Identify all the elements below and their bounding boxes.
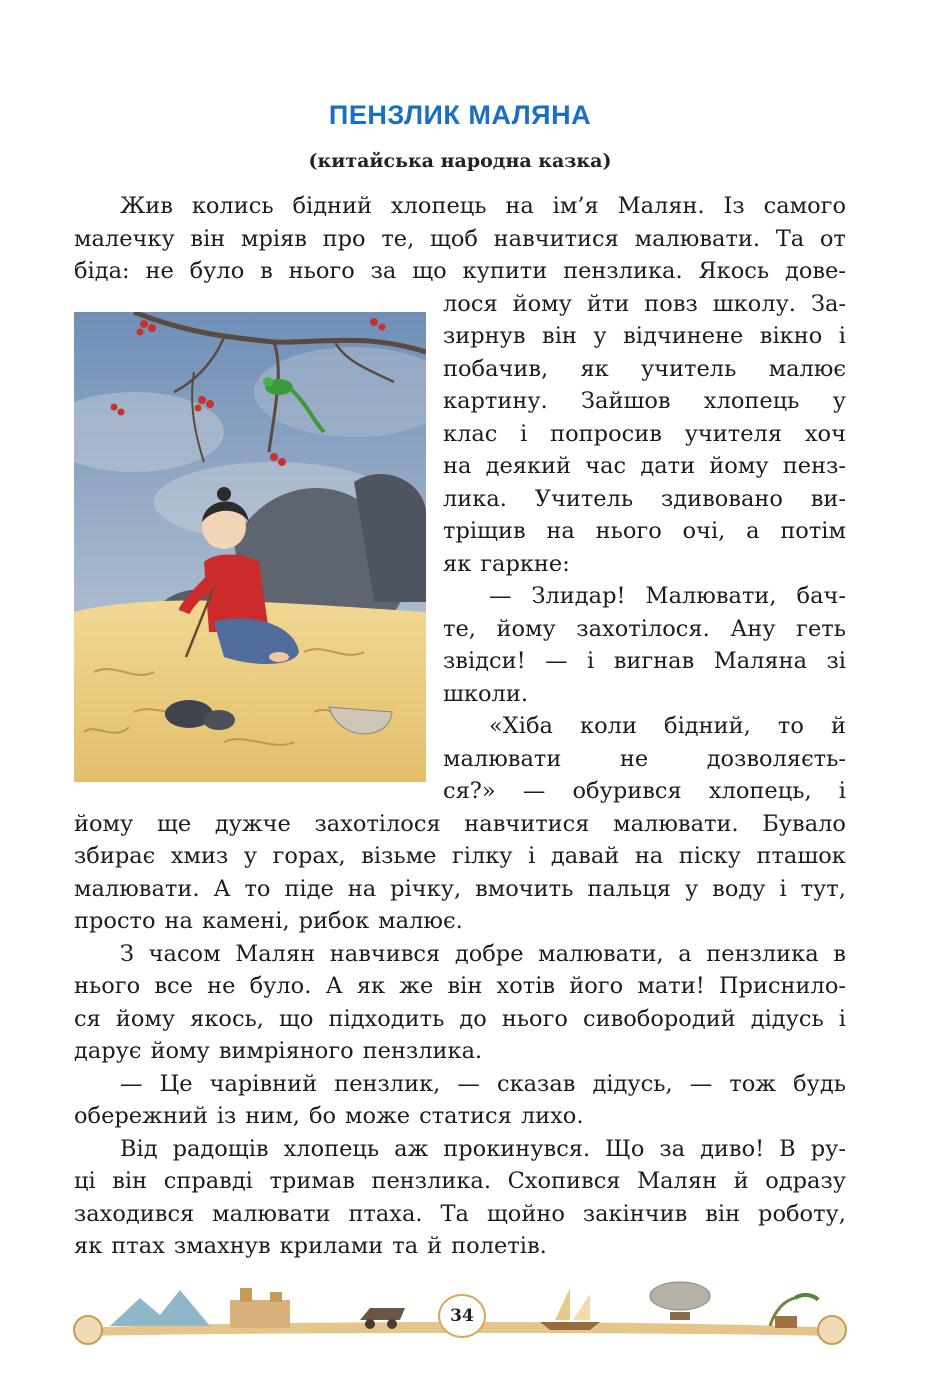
word: захотілося	[314, 810, 441, 837]
word: піску	[678, 843, 741, 869]
word: нього	[595, 518, 662, 544]
word: навчився	[329, 940, 441, 967]
word: йому	[709, 453, 769, 479]
text-line	[443, 385, 846, 417]
word: а	[678, 940, 692, 967]
word: малює.	[378, 908, 463, 934]
word: дідусь	[750, 1005, 824, 1032]
word: ви-	[810, 485, 846, 512]
word: колись	[191, 193, 274, 219]
word: не	[619, 745, 649, 772]
word: сказав	[496, 1070, 576, 1097]
word: в	[833, 940, 846, 967]
word: школи.	[443, 680, 528, 707]
text-line	[74, 1230, 846, 1262]
word: ся?»	[443, 778, 496, 804]
word: на	[634, 843, 664, 869]
word: статися	[419, 1103, 512, 1129]
word: бо	[308, 1103, 337, 1129]
word: за	[370, 258, 397, 284]
word: Що	[605, 1135, 645, 1162]
text-line	[74, 1100, 846, 1132]
text-line	[74, 1165, 846, 1197]
word: З	[120, 940, 135, 967]
word: якось,	[190, 1005, 264, 1032]
text-line	[489, 710, 846, 742]
page-subtitle: (китайська народна казка)	[308, 150, 612, 172]
word: радощів	[172, 1135, 269, 1162]
word: до	[459, 1005, 487, 1032]
word: очі,	[682, 518, 726, 544]
word: Учитель	[534, 485, 634, 512]
word: малювати.	[74, 875, 200, 902]
word: картину.	[443, 388, 548, 414]
word: заходився	[74, 1200, 195, 1227]
word: аж	[394, 1135, 429, 1162]
word: піде	[284, 875, 334, 902]
page-number: 34	[438, 1294, 486, 1338]
word: дати	[640, 453, 696, 479]
word: звідси!	[443, 648, 526, 674]
text-line	[74, 873, 846, 905]
word: малювати,	[538, 940, 664, 967]
word: щойно	[486, 1200, 565, 1227]
word: все	[154, 973, 193, 999]
text-line	[443, 288, 846, 320]
word: будь	[793, 1070, 846, 1097]
word: нього	[501, 1005, 568, 1032]
word: Малян	[637, 1168, 718, 1194]
word: то	[244, 875, 271, 902]
word: було.	[249, 973, 312, 999]
word: нього	[288, 258, 355, 284]
text-line	[74, 223, 846, 255]
word: учителя	[684, 420, 783, 447]
word: ще	[156, 810, 192, 837]
text-line	[120, 1133, 846, 1165]
word: Жив	[120, 193, 173, 219]
word: не	[145, 258, 174, 284]
word: Малян	[235, 940, 316, 967]
word: йому	[150, 1038, 210, 1064]
word: тут,	[800, 875, 846, 902]
word: йому	[512, 290, 572, 317]
word: тримав	[269, 1168, 355, 1194]
word: учитель	[640, 355, 737, 382]
word: на	[347, 875, 377, 902]
word: Приснило-	[718, 973, 846, 999]
word: що	[279, 1005, 314, 1032]
word: він	[190, 225, 226, 252]
word: обережний	[74, 1103, 208, 1129]
word: —	[522, 778, 546, 804]
word: він	[542, 323, 577, 349]
word: Та	[775, 225, 805, 252]
word: зирнув	[443, 323, 526, 349]
word: повз	[644, 290, 698, 317]
word: у	[243, 843, 258, 869]
word: малювати	[212, 1200, 331, 1227]
word: Схопився	[507, 1168, 621, 1194]
word: закінчив	[582, 1200, 688, 1227]
word: —	[689, 1070, 713, 1097]
word: купити	[462, 258, 548, 284]
word: час	[585, 453, 627, 479]
word: на	[546, 518, 575, 544]
text-line	[443, 743, 846, 775]
text-line	[443, 320, 846, 352]
word: підходить	[328, 1005, 445, 1032]
word: —	[120, 1070, 143, 1097]
text-line	[120, 190, 846, 222]
word: про	[322, 225, 366, 252]
word: птаха.	[348, 1200, 423, 1227]
word: щоб	[429, 225, 478, 252]
word: та	[392, 1233, 419, 1259]
word: хлопець,	[708, 778, 812, 804]
word: він	[447, 973, 483, 999]
word: ці	[74, 1168, 96, 1194]
word: просто	[74, 908, 156, 934]
word: Ану	[730, 615, 776, 642]
word: школу.	[712, 290, 796, 317]
word: в	[260, 258, 273, 284]
word: Та	[440, 1200, 469, 1227]
word: же	[399, 973, 434, 999]
word: клас	[443, 420, 498, 447]
word: —	[489, 583, 512, 609]
text-line	[443, 775, 846, 807]
word: пенз-	[782, 453, 846, 479]
word: Малян.	[617, 193, 705, 219]
text-line	[74, 1035, 846, 1067]
word: йому	[496, 615, 556, 642]
text-line	[443, 548, 846, 580]
word: те,	[443, 615, 476, 642]
text-line	[120, 938, 846, 970]
word: гілку	[451, 843, 513, 869]
word: й	[427, 1233, 443, 1259]
word: прокинувся.	[443, 1135, 591, 1162]
word: дове-	[784, 258, 846, 284]
word: гаркне:	[480, 550, 570, 577]
word: у	[832, 388, 846, 414]
word: візьме	[361, 843, 437, 869]
word: чарівний	[209, 1070, 318, 1097]
word: збирає	[74, 843, 156, 869]
word: добре	[454, 940, 524, 967]
word: побачив,	[443, 355, 549, 382]
text-line	[74, 970, 846, 1002]
text-line	[443, 483, 846, 515]
page-title: ПЕНЗЛИК МАЛЯНА	[328, 100, 592, 130]
word: хлопець	[703, 388, 800, 414]
word: от	[819, 225, 846, 252]
word: і	[838, 1005, 846, 1032]
word: сивобородий	[582, 1005, 736, 1032]
text-line	[443, 353, 846, 385]
word: йти	[586, 290, 630, 317]
word: лихо.	[520, 1103, 584, 1129]
word: —	[457, 1070, 480, 1097]
word: бач-	[796, 583, 846, 609]
word: ру-	[810, 1135, 846, 1162]
word: хлопець	[283, 1135, 380, 1162]
word: деякий	[485, 453, 572, 479]
word: В	[779, 1135, 796, 1162]
word: хлопець	[390, 193, 487, 219]
text-line	[74, 840, 846, 872]
word: камені,	[201, 908, 290, 934]
word: птах	[111, 1233, 165, 1259]
word: хотів	[496, 973, 556, 999]
word: і	[779, 875, 787, 902]
word: ся	[74, 1005, 101, 1032]
word: зі	[826, 648, 846, 674]
word: йому	[74, 810, 134, 837]
word: мати!	[637, 973, 705, 999]
word: «Хіба	[489, 713, 553, 739]
word: ім’я	[552, 193, 599, 219]
word: роботу,	[758, 1200, 846, 1227]
word: рибок	[298, 908, 370, 934]
word: і	[587, 648, 595, 674]
word: навчитися	[493, 225, 619, 252]
word: воду	[712, 875, 766, 902]
text-line	[443, 645, 846, 677]
word: пензлик,	[334, 1070, 441, 1097]
word: на	[164, 908, 193, 934]
word: Із	[723, 193, 745, 219]
word: й	[733, 1168, 749, 1194]
text-line	[74, 905, 846, 937]
word: відчинене	[623, 323, 744, 349]
word: Це	[159, 1070, 193, 1097]
text-line	[443, 515, 846, 547]
word: пензлика.	[362, 1038, 483, 1064]
word: малювати.	[634, 225, 761, 252]
word: навчитися	[464, 810, 590, 837]
word: як	[74, 1233, 103, 1259]
word: обурився	[572, 778, 682, 804]
word: дужче	[214, 810, 291, 837]
text-line	[443, 418, 846, 450]
word: геть	[796, 615, 846, 642]
word: пензлика.	[563, 258, 683, 284]
word: полетів.	[451, 1233, 547, 1259]
word: малечку	[74, 225, 175, 252]
word: і	[838, 778, 846, 804]
word: за	[659, 1135, 686, 1162]
word: вікно	[759, 323, 823, 349]
word: тож	[729, 1070, 776, 1097]
word: і	[520, 420, 528, 447]
word: лося	[443, 290, 498, 317]
word: здивовано	[660, 485, 783, 512]
word: пензлика.	[371, 1168, 491, 1194]
word: нього	[74, 973, 141, 999]
word: і	[528, 843, 536, 869]
word: диво!	[700, 1135, 765, 1162]
word: малювати.	[613, 810, 739, 837]
text-line	[443, 613, 846, 645]
word: як	[580, 355, 609, 382]
word: у	[684, 875, 699, 902]
word: він	[705, 1200, 741, 1227]
word: із	[216, 1103, 237, 1129]
text-line	[74, 808, 846, 840]
word: ним,	[245, 1103, 300, 1129]
word: часом	[148, 940, 221, 967]
word: дідусь,	[592, 1070, 673, 1097]
word: коли	[580, 713, 637, 739]
text-line	[489, 580, 846, 612]
word: а	[746, 518, 760, 544]
word: давай	[550, 843, 620, 869]
word: на	[443, 453, 472, 479]
word: його	[569, 973, 624, 999]
story-illustration	[74, 312, 426, 782]
word: попросив	[550, 420, 662, 447]
word: потім	[780, 518, 846, 544]
word: мріяв	[240, 225, 307, 252]
word: бідний,	[664, 713, 751, 739]
word: річку,	[390, 875, 462, 902]
word: біда:	[74, 258, 130, 284]
word: вимріяного	[218, 1038, 354, 1064]
word: то	[777, 713, 804, 739]
word: малювати	[443, 745, 562, 772]
word: було	[189, 258, 245, 284]
word: що	[412, 258, 447, 284]
word: дарує	[74, 1038, 142, 1064]
word: бідний	[292, 193, 373, 219]
word: одразу	[765, 1168, 846, 1194]
word: Маляна	[713, 648, 808, 674]
text-line	[74, 255, 846, 287]
word: Бувало	[762, 810, 846, 837]
word: —	[545, 648, 568, 674]
word: пташок	[756, 843, 846, 869]
word: йому	[115, 1005, 176, 1032]
word: не	[207, 973, 236, 999]
word: А	[213, 875, 231, 902]
word: лика.	[443, 485, 507, 512]
word: Від	[120, 1135, 158, 1162]
word: Зайшов	[581, 388, 671, 414]
word: й	[830, 713, 846, 739]
word: тріщив	[443, 518, 526, 544]
word: захотілося.	[576, 615, 710, 642]
word: вмочить	[475, 875, 574, 902]
word: самого	[763, 193, 846, 219]
word: За-	[810, 290, 846, 317]
word: у	[593, 323, 607, 349]
word: на	[505, 193, 534, 219]
word: горах,	[272, 843, 346, 869]
word: хоч	[804, 420, 846, 447]
word: і	[838, 323, 846, 349]
word: пальця	[587, 875, 671, 902]
word: Злидар!	[531, 583, 626, 609]
text-line	[74, 1198, 846, 1230]
word: вигнав	[613, 648, 695, 674]
word: може	[345, 1103, 411, 1129]
word: дозволяєть-	[706, 745, 846, 772]
word: крилами	[279, 1233, 384, 1259]
word: А	[325, 973, 343, 999]
word: хмиз	[170, 843, 229, 869]
word: як	[356, 973, 386, 999]
word: малює	[768, 355, 846, 382]
word: змахнув	[173, 1233, 271, 1259]
text-line	[443, 450, 846, 482]
word: справді	[163, 1168, 253, 1194]
word: Якось	[698, 258, 770, 284]
text-line	[120, 1068, 846, 1100]
text-line	[74, 1003, 846, 1035]
word: те,	[381, 225, 415, 252]
word: пензлика	[706, 940, 819, 967]
word: Малювати,	[645, 583, 777, 609]
word: як	[443, 550, 472, 577]
word: він	[112, 1168, 148, 1194]
text-line	[443, 678, 846, 710]
